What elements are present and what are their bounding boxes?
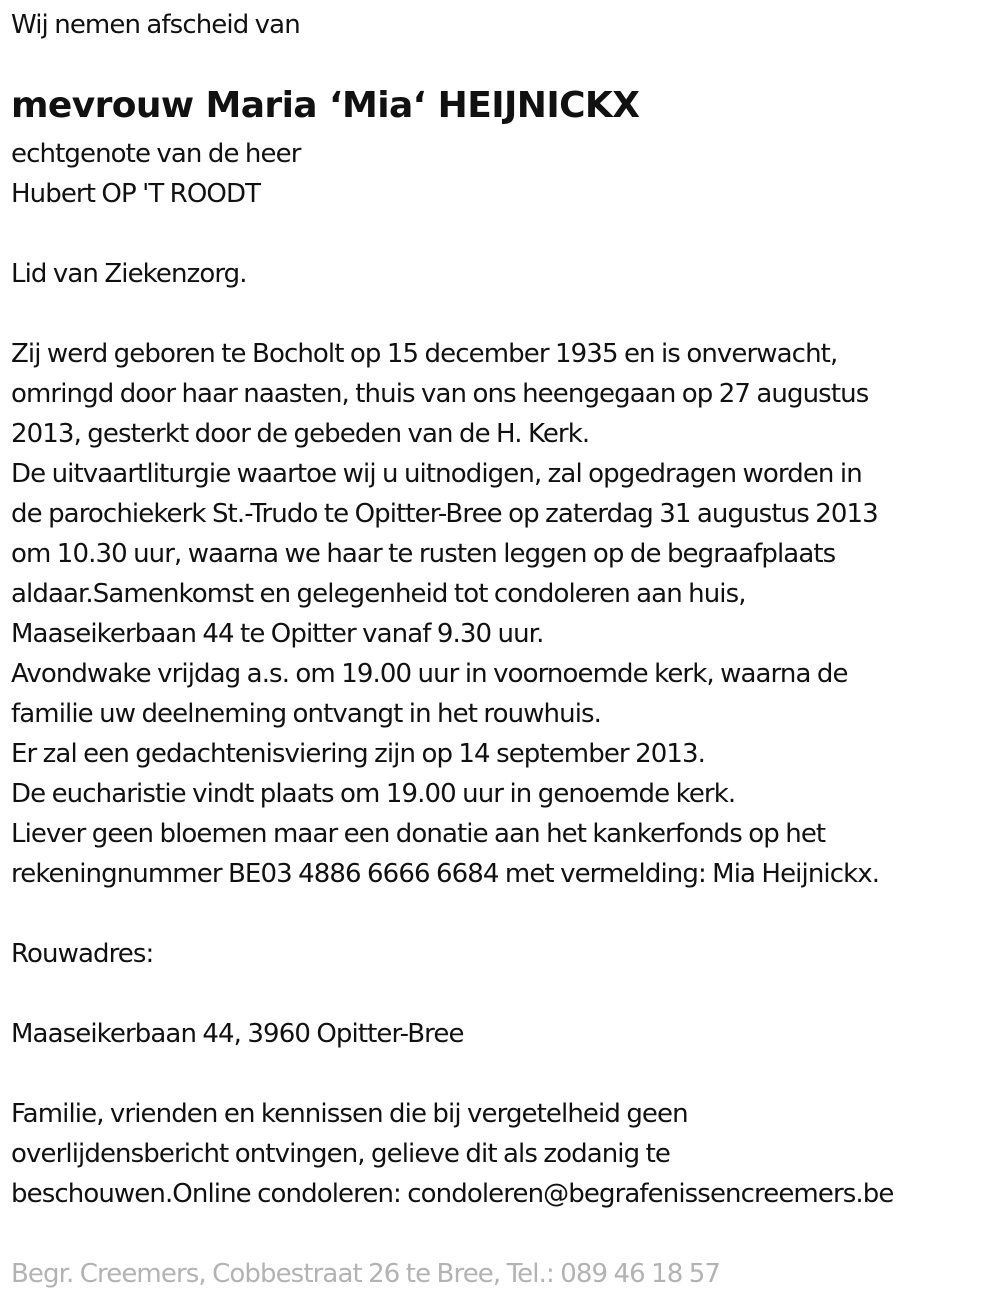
rouwadres-block (11, 1014, 464, 1054)
spouse-block (11, 134, 301, 214)
deceased-name: mevrouw Maria ‘Mia‘ HEIJNICKX (11, 85, 640, 126)
membership-block (11, 254, 247, 294)
closing-line: Familie, vrienden en kennissen die bij vergetelheid geen (11, 1099, 688, 1129)
body-line: Liever geen bloemen maar een donatie aan het kankerfonds op het (11, 819, 826, 849)
body-line: De uitvaartliturgie waartoe wij u uitnodigen, zal opgedragen worden in (11, 459, 862, 489)
closing-line: beschouwen.Online condoleren: condoleren@begrafenissencreemers.be (11, 1179, 894, 1209)
body-line: Zij werd geboren te Bocholt op 15 december 1935 en is onverwacht, (11, 339, 838, 369)
body-line: Avondwake vrijdag a.s. om 19.00 uur in voornoemde kerk, waarna de (11, 659, 848, 689)
funeral-home-footer: Begr. Creemers, Cobbestraat 26 te Bree, Tel.: 089 46 18 57 (11, 1259, 721, 1289)
obituary-body (11, 334, 879, 894)
body-line: om 10.30 uur, waarna we haar te rusten leggen op de begraafplaats (11, 539, 836, 569)
closing-block (11, 1094, 893, 1214)
rouwadres-address: Maaseikerbaan 44, 3960 Opitter-Bree (11, 1019, 464, 1049)
body-line: de parochiekerk St.-Trudo te Opitter-Bree op zaterdag 31 augustus 2013 (11, 499, 878, 529)
body-line: omringd door haar naasten, thuis van ons heengegaan op 27 augustus (11, 379, 869, 409)
body-line: Maaseikerbaan 44 te Opitter vanaf 9.30 uur. (11, 619, 544, 649)
body-line: Er zal een gedachtenisviering zijn op 14 september 2013. (11, 739, 706, 769)
body-line: rekeningnummer BE03 4886 6666 6684 met vermelding: Mia Heijnickx. (11, 859, 880, 889)
body-line: familie uw deelneming ontvangt in het rouwhuis. (11, 699, 602, 729)
body-line: 2013, gesterkt door de gebeden van de H. Kerk. (11, 419, 590, 449)
intro-text: Wij nemen afscheid van (11, 10, 300, 40)
spouse-line: Hubert OP 'T ROODT (11, 179, 261, 209)
closing-line: overlijdensbericht ontvingen, gelieve dit als zodanig te (11, 1139, 670, 1169)
rouwadres-label: Rouwadres: (11, 939, 154, 969)
body-line: aldaar.Samenkomst en gelegenheid tot condoleren aan huis, (11, 579, 746, 609)
body-line: De eucharistie vindt plaats om 19.00 uur in genoemde kerk. (11, 779, 736, 809)
rouwadres-label-block (11, 934, 153, 974)
spouse-line: echtgenote van de heer (11, 139, 301, 169)
membership-text: Lid van Ziekenzorg. (11, 259, 247, 289)
